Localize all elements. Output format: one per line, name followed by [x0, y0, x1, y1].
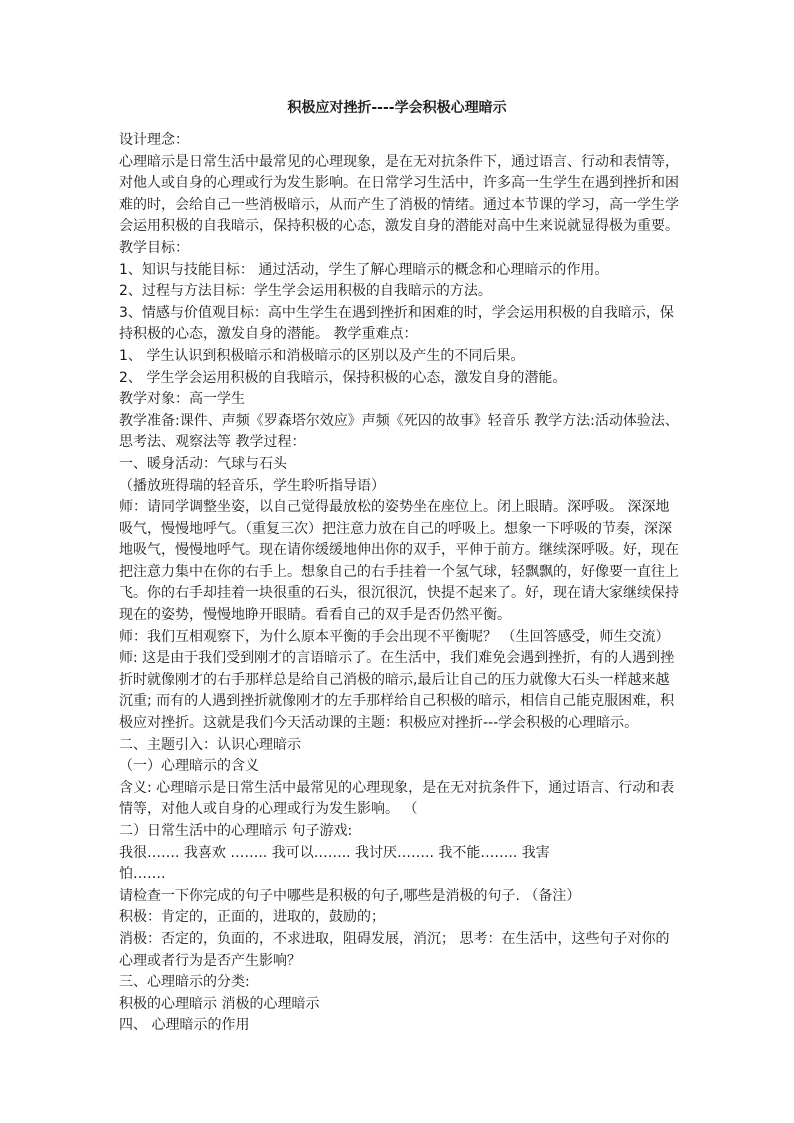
- text-line: 持积极的心态，激发自身的潜能。 教学重难点：: [119, 326, 418, 343]
- text-line: 消极：否定的，负面的，不求进取，阻碍发展，消沉； 思考：在生活中，这些句子对你的: [119, 930, 670, 947]
- text-line: 师: 这是由于我们受到刚才的言语暗示了。在生活中，我们难免会遇到挫折，有的人遇到挫: [119, 650, 675, 667]
- text-line: 教学对象：高一学生: [119, 391, 245, 408]
- document-body: [119, 130, 689, 1037]
- text-line: 3、情感与价值观目标：高中生学生在遇到挫折和困难的时，学会运用积极的自我暗示，保: [119, 304, 674, 321]
- text-line: 一、暖身活动：气球与石头: [119, 455, 287, 472]
- text-line: 2、过程与方法目标：学生学会运用积极的自我暗示的方法。: [119, 283, 492, 300]
- text-line: 含义: 心理暗示是日常生活中最常见的心理现象，是在无对抗条件下，通过语言、行动和表: [119, 779, 675, 796]
- text-line: 现在的姿势，慢慢地睁开眼睛。看看自己的双手是否仍然平衡。: [119, 607, 511, 624]
- text-line: 教学准备:课件、声频《罗森塔尔效应》声频《死囚的故事》轻音乐 教学方法:活动体验法、: [119, 412, 679, 429]
- text-line: （播放班得瑞的轻音乐，学生聆听指导语）: [119, 477, 385, 494]
- text-line: 我很……. 我喜欢 …….. 我可以…….. 我讨厌…….. 我不能…….. 我害: [119, 844, 550, 861]
- text-line: 难的时，会给自己一些消极暗示，从而产生了消极的情绪。通过本节课的学习，高一学生学: [119, 196, 679, 213]
- text-line: 对他人或自身的心理或行为发生影响。在日常学习生活中，许多高一生学生在遇到挫折和困: [119, 175, 679, 192]
- text-line: 积极的心理暗示 消极的心理暗示: [119, 995, 320, 1012]
- text-line: 设计理念：: [119, 132, 189, 148]
- text-line: 二、主题引入：认识心理暗示: [119, 736, 301, 753]
- text-line: （一）心理暗示的含义: [119, 758, 259, 775]
- text-line: 四、 心理暗示的作用: [119, 1017, 250, 1034]
- text-line: 地吸气，慢慢地呼气。现在请你缓缓地伸出你的双手，平伸于前方。继续深呼吸。好，现在: [119, 542, 679, 559]
- text-line: 吸气，慢慢地呼气。（重复三次）把注意力放在自己的呼吸上。想象一下呼吸的节奏，深深: [119, 520, 672, 537]
- text-line: 把注意力集中在你的右手上。想象自己的右手挂着一个氢气球，轻飘飘的，好像要一直往上: [119, 563, 679, 580]
- text-line: 请检查一下你完成的句子中哪些是积极的句子,哪些是消极的句子. （备注）: [119, 887, 581, 904]
- text-line: 飞。你的右手却挂着一块很重的石头，很沉很沉，快提不起来了。好，现在请大家继续保持: [119, 585, 679, 602]
- text-line: 二）日常生活中的心理暗示 句子游戏:: [119, 823, 353, 839]
- text-line: 三、心理暗示的分类:: [119, 974, 250, 991]
- text-line: 教学目标：: [119, 239, 189, 256]
- text-line: 怕…….: [119, 866, 166, 883]
- text-line: 情等，对他人或自身的心理或行为发生影响。 （: [119, 801, 418, 818]
- text-line: 思考法、观察法等 教学过程：: [119, 434, 306, 451]
- text-line: 会运用积极的自我暗示，保持积极的心态，激发自身的潜能对高中生来说就显得极为重要。: [119, 218, 679, 235]
- text-line: 沉重; 而有的人遇到挫折就像刚才的左手那样给自己积极的暗示，相信自己能克服困难，积: [119, 693, 675, 710]
- text-line: 折时就像刚才的右手那样总是给自己消极的暗示,最后让自己的压力就像大石头一样越来越: [119, 671, 670, 688]
- text-line: 积极：肯定的，正面的，进取的，鼓励的；: [119, 909, 385, 926]
- text-line: 极应对挫折。这就是我们今天活动课的主题：积极应对挫折---学会积极的心理暗示。: [119, 715, 639, 732]
- text-line: 1、 学生认识到积极暗示和消极暗示的区别以及产生的不同后果。: [119, 347, 525, 364]
- text-line: 1、知识与技能目标： 通过活动，学生了解心理暗示的概念和心理暗示的作用。: [119, 261, 609, 278]
- text-line: 心理暗示是日常生活中最常见的心理现象，是在无对抗条件下，通过语言、行动和表情等，: [119, 153, 679, 170]
- text-line: 2、 学生学会运用积极的自我暗示，保持积极的心态，激发自身的潜能。: [119, 369, 567, 386]
- text-line: 师：我们互相观察下，为什么原本平衡的手会出现不平衡呢？ （生回答感受，师生交流）: [119, 628, 670, 645]
- document-title: 积极应对挫折----学会积极心理暗示: [287, 100, 507, 116]
- text-line: 心理或者行为是否产生影响？: [119, 952, 301, 969]
- text-line: 师：请同学调整坐姿，以自己觉得最放松的姿势坐在座位上。闭上眼睛。深呼吸。 深深地: [119, 499, 670, 516]
